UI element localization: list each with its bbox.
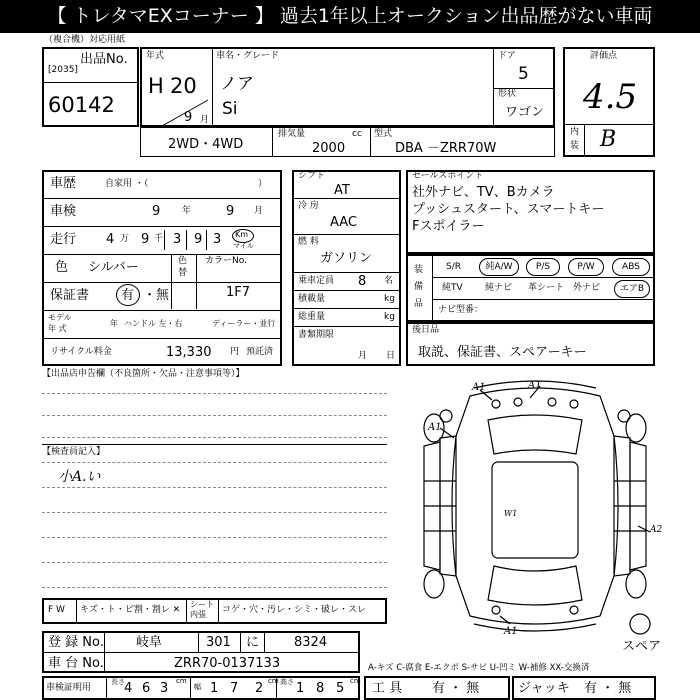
warranty-have: 有 bbox=[121, 288, 135, 303]
shift-label: シフト bbox=[298, 171, 326, 181]
history-close: ） bbox=[258, 179, 268, 189]
cert-height-1: 1 bbox=[296, 681, 305, 696]
equip-ext-navi: 外ナビ bbox=[573, 283, 601, 293]
equip-navi: 純ナビ bbox=[485, 283, 513, 293]
diagram-mark-6: A1 bbox=[504, 626, 518, 637]
equipment-label-2: 備 bbox=[414, 282, 424, 292]
interior-value: B bbox=[600, 127, 617, 152]
cert-width-2: 7 bbox=[230, 681, 239, 696]
mileage-digit-5: 3 bbox=[213, 232, 222, 247]
seat-label-2: 内張 bbox=[190, 610, 206, 619]
fuel-label: 燃 料 bbox=[298, 237, 319, 247]
form-subtitle: （複合機）対応用紙 bbox=[44, 35, 126, 45]
inspection-year: 9 bbox=[152, 204, 161, 219]
tools-label: 工 具 bbox=[372, 681, 403, 696]
cert-length-2: 6 bbox=[142, 681, 151, 696]
cert-length-3: 3 bbox=[160, 681, 169, 696]
equip-pw: P/W bbox=[568, 258, 604, 276]
seat-items: コゲ・穴・汚レ・シミ・破レ・スレ bbox=[222, 605, 367, 615]
cert-height-2: 8 bbox=[316, 681, 325, 696]
name-model: ノア bbox=[220, 74, 254, 94]
cert-height-3: 5 bbox=[336, 681, 345, 696]
warranty-sep: ・ bbox=[143, 288, 157, 303]
diagram-mark-4: A2 bbox=[650, 525, 663, 535]
mileage-digit-4: 9 bbox=[194, 232, 203, 247]
inspection-label: 車検 bbox=[50, 204, 77, 219]
cert-width-3: 2 bbox=[255, 681, 264, 696]
model-year-label-2: 年 式 bbox=[48, 324, 67, 333]
color-no-label: カラーNo. bbox=[205, 256, 247, 266]
lot-label: 出品No. bbox=[80, 52, 128, 67]
name-grade: Si bbox=[222, 99, 238, 119]
inspection-month: 9 bbox=[226, 204, 235, 219]
score-value: 4.5 bbox=[583, 77, 638, 117]
displacement-value: 2000 bbox=[312, 141, 346, 156]
dealer-options: ディーラー・並行 bbox=[212, 319, 276, 328]
model-code-value: DBA －ZRR70W bbox=[395, 141, 497, 156]
load-label: 積載量 bbox=[298, 294, 326, 304]
mileage-digit-2: 9 bbox=[141, 232, 150, 247]
color-value: シルバー bbox=[88, 260, 139, 275]
equip-navi-model: ナビ型番： bbox=[438, 305, 484, 315]
mileage-mile: マイル bbox=[233, 242, 254, 250]
sales-line-2: プッシュスタート、スマートキー bbox=[412, 202, 605, 217]
car-damage-diagram bbox=[400, 376, 670, 638]
docs-label: 書類期限 bbox=[298, 330, 335, 340]
warranty-none: 無 bbox=[156, 288, 170, 303]
equip-tv: 純TV bbox=[442, 283, 463, 293]
lot-small-code: [2035] bbox=[48, 65, 78, 75]
jack-value: 有 ・ 無 bbox=[584, 681, 632, 696]
year-era: H bbox=[148, 74, 164, 98]
diagram-mark-5: W1 bbox=[504, 509, 518, 518]
recycle-label: リサイクル料金 bbox=[50, 347, 112, 357]
diagram-mark-3: A1 bbox=[428, 422, 442, 433]
registration-number: 8324 bbox=[294, 635, 328, 650]
ac-label: 冷 房 bbox=[298, 201, 319, 211]
diagram-mark-1: A1 bbox=[472, 382, 486, 393]
handle-options: ハンドル 左・右 bbox=[124, 319, 183, 328]
capacity-unit: 名 bbox=[384, 276, 394, 286]
recycle-note: 預託済 bbox=[246, 347, 274, 357]
registration-pref: 岐阜 bbox=[136, 635, 163, 650]
equipment-label-1: 装 bbox=[414, 265, 424, 275]
year-month-unit: 月 bbox=[200, 115, 210, 125]
shift-value: AT bbox=[334, 183, 350, 198]
inspector-label: 【検査員記入】 bbox=[42, 447, 106, 457]
mileage-unit-man: 万 bbox=[120, 234, 130, 244]
model-year-label-1: モデル bbox=[48, 313, 72, 322]
spare-label: スペア bbox=[622, 639, 662, 654]
tools-value: 有 ・ 無 bbox=[432, 681, 480, 696]
lot-number: 60142 bbox=[48, 93, 115, 117]
gross-label: 総重量 bbox=[298, 312, 326, 322]
model-year-unit: 年 bbox=[110, 319, 118, 328]
doors-label: ドア bbox=[498, 51, 516, 61]
docs-day: 日 bbox=[386, 351, 396, 361]
displacement-unit: cc bbox=[352, 129, 362, 139]
ac-value: AAC bbox=[330, 215, 357, 230]
interior-label-2: 装 bbox=[570, 141, 580, 151]
mileage-km: Km bbox=[235, 230, 249, 239]
cert-height-unit: cm bbox=[350, 677, 361, 685]
cert-length-unit: cm bbox=[176, 677, 187, 685]
aftercare-label: 後日品 bbox=[412, 325, 440, 335]
cert-width-1: 1 bbox=[210, 681, 219, 696]
fw-items: キズ・ト・ビ割・割レ ✕ bbox=[80, 605, 181, 615]
drive-options: 2WD・4WD bbox=[168, 137, 244, 152]
cert-width-label: 幅 bbox=[194, 683, 201, 691]
equip-ps: P/S bbox=[526, 258, 560, 276]
mileage-label: 走行 bbox=[50, 232, 77, 247]
gross-unit: kg bbox=[384, 312, 395, 322]
mileage-digit-3: 3 bbox=[173, 232, 182, 247]
recycle-value: 13,330 bbox=[166, 345, 212, 360]
year-label: 年式 bbox=[146, 51, 165, 61]
cert-length-label: 長さ bbox=[111, 678, 125, 686]
name-label: 車名・グレード bbox=[216, 51, 280, 61]
jack-label: ジャッキ bbox=[518, 681, 570, 696]
cert-width-unit: cm bbox=[268, 677, 279, 685]
recycle-unit: 円 bbox=[230, 347, 240, 357]
shape-value: ワゴン bbox=[505, 105, 545, 120]
remarks-label: 【出品店申告欄（不良箇所・欠品・注意事項等）】 bbox=[42, 369, 245, 379]
docs-month: 月 bbox=[358, 351, 368, 361]
aftercare-value: 取説、保証書、スペアーキー bbox=[418, 345, 587, 360]
color-label: 色 bbox=[55, 260, 69, 275]
inspection-year-unit: 年 bbox=[182, 206, 192, 216]
history-label: 車歴 bbox=[50, 176, 77, 191]
equip-aw: 純A/W bbox=[479, 258, 519, 276]
history-value: 自家用 ・（ bbox=[105, 179, 149, 189]
cert-length-1: 4 bbox=[124, 681, 133, 696]
equipment-label-3: 品 bbox=[414, 299, 424, 309]
chassis-value: ZRR70-0137133 bbox=[174, 656, 281, 671]
detail-table bbox=[42, 170, 282, 366]
equip-sr: S/R bbox=[446, 262, 461, 272]
diagram-mark-2: A1 bbox=[528, 380, 542, 391]
color-change-1: 色 bbox=[178, 256, 188, 266]
interior-label-1: 内 bbox=[570, 127, 580, 137]
fuel-value: ガソリン bbox=[320, 251, 373, 266]
color-no: 1F7 bbox=[226, 285, 251, 300]
load-unit: kg bbox=[384, 294, 395, 304]
year-month: 9 bbox=[184, 110, 193, 125]
color-change-2: 替 bbox=[178, 268, 188, 278]
equip-abs: ABS bbox=[612, 258, 650, 276]
mileage-unit-sen: 千 bbox=[154, 234, 164, 244]
equip-leather: 革シート bbox=[528, 283, 565, 293]
damage-legend: A-キズ C-腐食 E-エクボ S-サビ U-凹ミ W-補修 XX-交換済 bbox=[368, 663, 590, 673]
mileage-digit-1: 4 bbox=[106, 232, 115, 247]
registration-class: 301 bbox=[206, 635, 231, 650]
sales-line-3: Fスポイラー bbox=[412, 219, 485, 234]
registration-label: 登 録 No. bbox=[48, 635, 104, 650]
capacity-label: 乗車定員 bbox=[298, 276, 335, 286]
banner-title: 【 トレタマEXコーナー 】 過去1年以上オークション出品歴がない車両 bbox=[0, 0, 700, 33]
displacement-label: 排気量 bbox=[278, 129, 306, 139]
fw-label: F W bbox=[48, 605, 65, 615]
chassis-label: 車 台 No. bbox=[48, 656, 104, 671]
doors-value: 5 bbox=[518, 64, 529, 84]
sales-label: セールスポイント bbox=[412, 171, 484, 181]
cert-label: 車検証明用 bbox=[46, 683, 92, 693]
model-code-label: 型式 bbox=[374, 129, 393, 139]
cert-height-label: 高さ bbox=[280, 678, 294, 686]
warranty-label: 保証書 bbox=[50, 288, 90, 303]
capacity-value: 8 bbox=[358, 274, 367, 289]
shape-label: 形状 bbox=[498, 89, 517, 99]
registration-kana: に bbox=[246, 635, 260, 650]
inspector-note: 小A.い bbox=[58, 469, 101, 485]
seat-label-1: シート bbox=[190, 600, 214, 609]
inspection-month-unit: 月 bbox=[254, 206, 264, 216]
equip-airbag: エアB bbox=[614, 280, 650, 298]
year-value: 20 bbox=[170, 74, 197, 98]
score-label: 評価点 bbox=[590, 51, 618, 61]
sales-line-1: 社外ナビ、TV、Bカメラ bbox=[412, 185, 555, 200]
